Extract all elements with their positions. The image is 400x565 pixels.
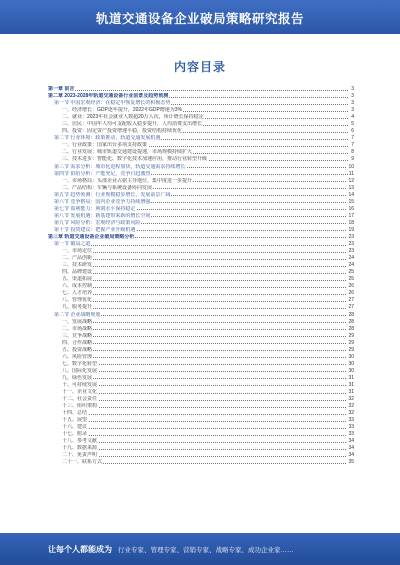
- toc-entry-page: 25: [348, 269, 354, 276]
- toc-entry[interactable]: [48, 312, 354, 319]
- toc-entry-page: 17: [348, 212, 354, 219]
- toc-entry-label: 第四节 供给分析：产能充足，竞争日趋激烈: [54, 170, 151, 177]
- toc-entry[interactable]: [48, 340, 354, 347]
- toc-entry-label: 二十、免责声明: [62, 452, 98, 459]
- toc-leader-dots: [68, 245, 348, 246]
- toc-leader-dots: [68, 266, 348, 267]
- toc-entry[interactable]: [48, 185, 354, 192]
- toc-leader-dots: [68, 294, 348, 295]
- report-title: 轨道交通设备企业破局策略研究报告: [95, 12, 304, 26]
- toc-leader-dots: [68, 442, 348, 443]
- toc-entry-page: 23: [348, 233, 354, 240]
- toc-entry-page: 3: [351, 93, 354, 100]
- toc-entry[interactable]: [48, 135, 354, 142]
- toc-entry-page: 14: [348, 191, 354, 198]
- toc-leader-dots: [68, 378, 348, 379]
- toc-entry-label: 第二节 企业战略规划: [54, 311, 101, 318]
- toc-entry[interactable]: [48, 319, 354, 326]
- footer-roles: 行业专家、管理专家、营销专家、战略专家、成功企业家……: [118, 547, 294, 554]
- toc-entry-label: 八、国际化发展: [62, 367, 98, 374]
- toc-entry-page: 28: [348, 318, 354, 325]
- toc-entry-label: 第八节 发展机遇：新基建带来新的增长空间: [54, 212, 151, 219]
- toc-entry[interactable]: [48, 452, 354, 459]
- toc-entry-label: 三、技术进步：智能化、数字化技术加速应用，推动行业转型升级: [62, 156, 208, 163]
- toc-entry-label: 七、数字化转型: [62, 360, 98, 367]
- toc-entry-page: 32: [348, 410, 354, 417]
- toc-entry-page: 9: [351, 156, 354, 163]
- toc-leader-dots: [68, 322, 348, 323]
- toc-entry[interactable]: [48, 220, 354, 227]
- toc-entry-page: 8: [351, 149, 354, 156]
- toc-leader-dots: [68, 273, 348, 274]
- toc-entry[interactable]: [48, 459, 354, 466]
- toc-entry-page: 24: [348, 255, 354, 262]
- toc-entry-page: 28: [348, 311, 354, 318]
- toc-leader-dots: [68, 435, 348, 436]
- toc-entry-label: 第三节 需求分析：城市化进程加快，轨道交通需求持续增长: [54, 163, 186, 170]
- toc-leader-dots: [68, 280, 348, 281]
- toc-entry-page: 34: [348, 452, 354, 459]
- toc-entry-page: 3: [351, 100, 354, 107]
- toc-entry-page: 5: [351, 121, 354, 128]
- toc-entry[interactable]: [48, 156, 354, 163]
- toc-entry-label: 第五节 趋势预测：行业规模稳步增长，发展前景广阔: [54, 191, 171, 198]
- toc-entry[interactable]: [48, 241, 354, 248]
- toc-entry[interactable]: [48, 297, 354, 304]
- toc-entry[interactable]: [48, 227, 354, 234]
- toc-entry-page: 31: [348, 389, 354, 396]
- toc-entry-page: 25: [348, 276, 354, 283]
- toc-entry[interactable]: [48, 326, 354, 333]
- toc-entry-label: 一、发展战略: [62, 318, 93, 325]
- toc-leader-dots: [68, 357, 348, 358]
- toc-entry-label: 三、竞争战略: [62, 332, 93, 339]
- toc-entry[interactable]: [48, 283, 354, 290]
- toc-leader-dots: [68, 343, 348, 344]
- toc-entry-label: 四、投资：固定资产投资增速平稳，投资结构持续优化: [62, 128, 183, 135]
- toc-entry[interactable]: [48, 128, 354, 135]
- toc-entry-label: 一、经济增长：GDP逐年提升，2022年GDP增速为3%: [62, 107, 183, 114]
- toc-entry-page: 31: [348, 381, 354, 388]
- toc-entry-label: 六、风险管理: [62, 353, 93, 360]
- toc-entry[interactable]: [48, 206, 354, 213]
- toc-entry-page: 33: [348, 431, 354, 438]
- toc-entry-label: 第二节 行业环境：政策推动，轨道交通发展机遇: [54, 135, 161, 142]
- toc-entry-label: 二、产品创新: [62, 255, 93, 262]
- toc-leader-dots: [68, 385, 348, 386]
- toc-entry-label: 十五、展望: [62, 417, 88, 424]
- toc-entry-label: 四、品牌建设: [62, 269, 93, 276]
- toc-entry-label: 第七节 盈利能力：利润水平保持稳定: [54, 205, 136, 212]
- toc-entry-page: 29: [348, 339, 354, 346]
- toc-heading: 内容目录: [173, 60, 226, 74]
- toc-entry-label: 八、管理优化: [62, 297, 93, 304]
- toc-entry-page: 23: [348, 248, 354, 255]
- toc-entry-label: 十、可持续发展: [62, 381, 98, 388]
- toc-entry-label: 第一章 前言: [48, 86, 75, 92]
- toc-entry-label: 第一节 中国宏观经济：在稳定中恢复增长的积极态势: [54, 100, 171, 107]
- toc-leader-dots: [68, 463, 348, 464]
- toc-entry[interactable]: [48, 403, 354, 410]
- toc-entry-page: 27: [348, 297, 354, 304]
- toc-entry-label: 九、服务提升: [62, 304, 93, 311]
- toc-entry[interactable]: [48, 417, 354, 424]
- toc-entry-label: 一、行业政策：国家出台多项支持政策: [62, 142, 148, 149]
- toc-entry[interactable]: [48, 333, 354, 340]
- toc-leader-dots: [68, 90, 348, 91]
- toc-entry-page: 31: [348, 374, 354, 381]
- toc-leader-dots: [68, 421, 348, 422]
- toc-entry[interactable]: [48, 86, 354, 93]
- toc-entry[interactable]: [48, 255, 354, 262]
- toc-entry[interactable]: [48, 410, 354, 417]
- toc-entry-label: 十三、组织架构: [62, 403, 98, 410]
- toc-entry[interactable]: [48, 234, 354, 241]
- toc-entry-page: 33: [348, 424, 354, 431]
- toc-leader-dots: [68, 414, 348, 415]
- toc-entry[interactable]: [48, 347, 354, 354]
- toc-entry-label: 十八、参考文献: [62, 438, 98, 445]
- toc-entry-page: 30: [348, 367, 354, 374]
- toc-entry[interactable]: [48, 438, 354, 445]
- toc-entry-label: 二、就业：2023年社会就业人数超20万人次，预计增长保持稳定: [62, 114, 204, 121]
- toc-entry-label: 一、市场格局：头部企业占据主导地位，集中度进一步提升: [62, 177, 193, 184]
- toc-leader-dots: [68, 287, 348, 288]
- toc-leader-dots: [68, 449, 348, 450]
- toc-leader-dots: [68, 371, 348, 372]
- toc-entry-label: 第三章 轨道交通设备企业破局策略分析: [48, 233, 135, 240]
- toc-leader-dots: [68, 400, 348, 401]
- toc-entry[interactable]: [48, 107, 354, 114]
- toc-leader-dots: [68, 428, 348, 429]
- toc-leader-dots: [68, 315, 348, 316]
- toc-entry-label: 二十一、联系方式: [62, 459, 103, 466]
- toc-entry[interactable]: [48, 192, 354, 199]
- toc-entry-label: 第二章 2023-2028年轨道交通设备行业前景及趋势预测: [48, 93, 169, 100]
- toc-leader-dots: [68, 407, 348, 408]
- toc-leader-dots: [68, 259, 348, 260]
- toc-entry-label: 五、渠道拓展: [62, 276, 93, 283]
- header-banner: [0, 0, 400, 34]
- toc-entry-label: 六、成本控制: [62, 283, 93, 290]
- toc-leader-dots: [68, 456, 348, 457]
- toc-entry-label: 十九、数据来源: [62, 445, 98, 452]
- toc-entry-page: 35: [348, 459, 354, 466]
- toc-entry-page: 6: [351, 128, 354, 135]
- footer-banner: [0, 533, 400, 565]
- toc-entry-label: 第六节 竞争格局：国内企业竞争力持续增强: [54, 198, 151, 205]
- toc-entry[interactable]: [48, 262, 354, 269]
- toc-leader-dots: [68, 350, 348, 351]
- toc-entry[interactable]: [48, 269, 354, 276]
- toc-entry-label: 十二、社会责任: [62, 396, 98, 403]
- toc-entry-page: 10: [348, 163, 354, 170]
- toc-entry-page: 11: [348, 170, 354, 177]
- toc-entry-page: 34: [348, 445, 354, 452]
- toc-entry-label: 十六、建议: [62, 424, 88, 431]
- toc-entry-page: 29: [348, 332, 354, 339]
- table-of-contents: [48, 86, 354, 467]
- toc-entry-label: 二、市场战略: [62, 325, 93, 332]
- toc-entry-label: 四、合作战略: [62, 339, 93, 346]
- toc-entry-label: 第十节 投资建议：把握产业升级机遇: [54, 226, 136, 233]
- toc-entry[interactable]: [48, 375, 354, 382]
- toc-entry-page: 3: [351, 107, 354, 114]
- toc-entry-page: 4: [351, 114, 354, 121]
- toc-entry-label: 十四、总结: [62, 410, 88, 417]
- toc-entry-page: 26: [348, 290, 354, 297]
- toc-entry-page: 13: [348, 184, 354, 191]
- toc-leader-dots: [68, 252, 348, 253]
- toc-entry-page: 3: [351, 86, 354, 92]
- toc-entry-page: 24: [348, 262, 354, 269]
- toc-entry-label: 第九节 风险分析：宏观经济与政策风险: [54, 219, 141, 226]
- toc-entry-page: 32: [348, 403, 354, 410]
- footer-slogan: 让每个人都能成为: [48, 545, 112, 554]
- toc-leader-dots: [68, 364, 348, 365]
- toc-entry-label: 三、技术研发: [62, 262, 93, 269]
- toc-entry[interactable]: [48, 142, 354, 149]
- toc-entry[interactable]: [48, 389, 354, 396]
- toc-entry-page: 23: [348, 241, 354, 248]
- toc-entry[interactable]: [48, 178, 354, 185]
- toc-entry[interactable]: [48, 431, 354, 438]
- toc-entry[interactable]: [48, 149, 354, 156]
- toc-leader-dots: [68, 393, 348, 394]
- toc-entry[interactable]: [48, 424, 354, 431]
- toc-entry[interactable]: [48, 304, 354, 311]
- toc-entry-page: 34: [348, 438, 354, 445]
- toc-entry-label: 二、行业发展：城市轨道交通建设提速，市场规模持续扩大: [62, 149, 193, 156]
- toc-entry-label: 第一节 破局之道: [54, 241, 91, 248]
- toc-entry[interactable]: [48, 368, 354, 375]
- toc-entry-label: 十一、企业文化: [62, 389, 98, 396]
- toc-entry[interactable]: [48, 100, 354, 107]
- toc-entry[interactable]: [48, 93, 354, 100]
- toc-entry[interactable]: [48, 248, 354, 255]
- toc-entry-label: 十七、附录: [62, 431, 88, 438]
- toc-entry[interactable]: [48, 171, 354, 178]
- toc-entry-page: 30: [348, 360, 354, 367]
- toc-entry[interactable]: [48, 164, 354, 171]
- toc-entry-page: 33: [348, 417, 354, 424]
- toc-entry[interactable]: [48, 361, 354, 368]
- toc-leader-dots: [68, 329, 348, 330]
- toc-entry-label: 九、绿色发展: [62, 374, 93, 381]
- toc-entry-page: 32: [348, 396, 354, 403]
- toc-entry-label: 三、居民：中国年人均可支配收入稳步提升，人均消费支出增长: [62, 121, 203, 128]
- toc-entry-label: 二、产品结构：车辆与系统设备协同发展: [62, 184, 153, 191]
- toc-entry-page: 28: [348, 325, 354, 332]
- toc-entry[interactable]: [48, 382, 354, 389]
- toc-entry[interactable]: [48, 396, 354, 403]
- toc-entry-page: 30: [348, 353, 354, 360]
- toc-entry[interactable]: [48, 290, 354, 297]
- toc-entry-page: 19: [348, 226, 354, 233]
- toc-entry-page: 16: [348, 205, 354, 212]
- toc-entry-label: 五、投资战略: [62, 346, 93, 353]
- toc-entry-page: 7: [351, 142, 354, 149]
- toc-entry-label: 一、市场定位: [62, 248, 93, 255]
- toc-entry[interactable]: [48, 199, 354, 206]
- toc-entry-page: 27: [348, 304, 354, 311]
- toc-leader-dots: [68, 301, 348, 302]
- toc-entry[interactable]: [48, 213, 354, 220]
- toc-entry-label: 七、人才培养: [62, 290, 93, 297]
- toc-entry-page: 18: [348, 219, 354, 226]
- toc-entry-page: 7: [351, 135, 354, 142]
- toc-entry[interactable]: [48, 354, 354, 361]
- toc-entry-page: 26: [348, 283, 354, 290]
- toc-entry[interactable]: [48, 276, 354, 283]
- toc-entry[interactable]: [48, 114, 354, 121]
- toc-leader-dots: [68, 336, 348, 337]
- toc-entry-page: 29: [348, 346, 354, 353]
- toc-entry-page: 12: [348, 177, 354, 184]
- toc-leader-dots: [68, 308, 348, 309]
- toc-entry-page: 15: [348, 198, 354, 205]
- toc-entry[interactable]: [48, 121, 354, 128]
- toc-entry[interactable]: [48, 445, 354, 452]
